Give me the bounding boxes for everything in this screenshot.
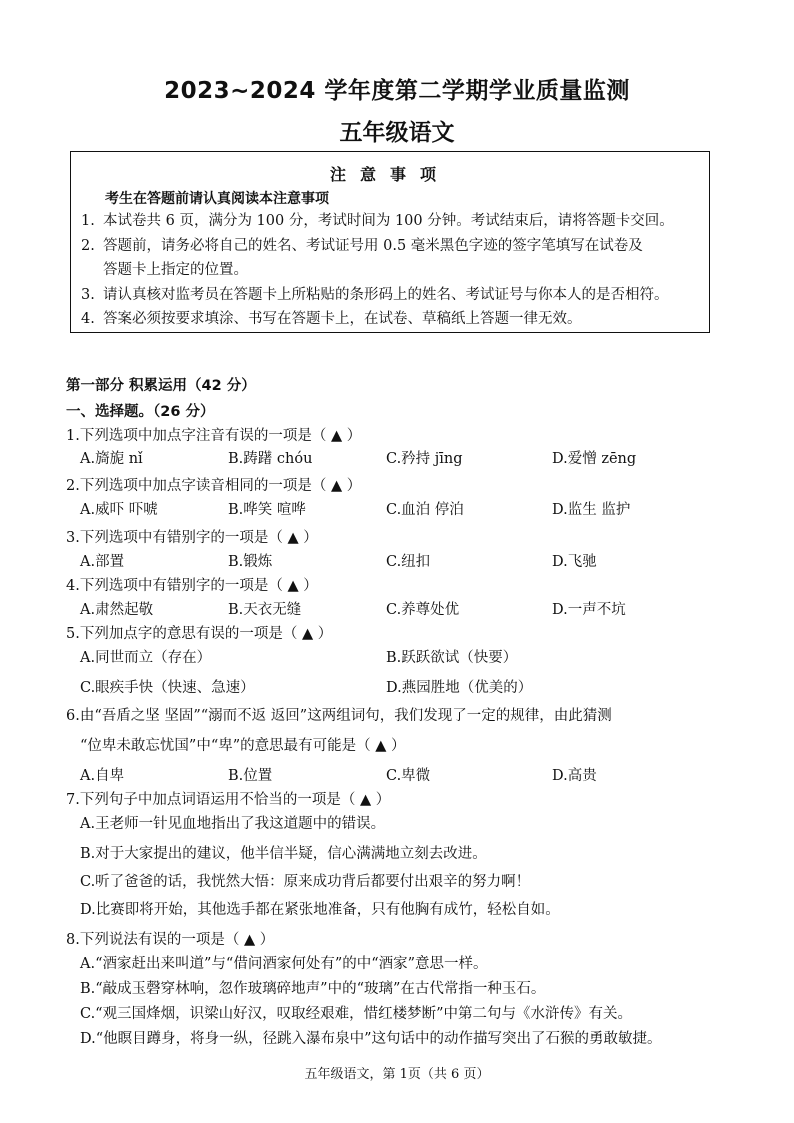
option-d: D.飞驰	[552, 554, 597, 570]
notice-item-text: 请认真核对监考员在答题卡上所粘贴的条形码上的姓名、考试证号与你本人的是否相符。	[103, 287, 669, 303]
notice-item-continuation	[81, 259, 705, 281]
option-a: A.自卑	[80, 768, 125, 784]
option-b: B.锻炼	[228, 554, 273, 570]
option-d: D.“他瞑目蹲身，将身一纵，径跳入瀑布泉中”这句话中的动作描写突出了石猴的勇敢敏捷。	[80, 1031, 662, 1047]
notice-title: 注意事项	[329, 165, 450, 184]
option-d: D.高贵	[552, 768, 597, 784]
question-stem: 8.下列说法有误的一项是（ ▲ ）	[66, 932, 275, 948]
notice-item-number: 4.	[81, 311, 95, 327]
notice-item	[81, 308, 705, 330]
question-stem: 3.下列选项中有错别字的一项是（ ▲ ）	[66, 530, 318, 546]
question-stem: 4.下列选项中有错别字的一项是（ ▲ ）	[66, 578, 318, 594]
option-d: D.比赛即将开始，其他选手都在紧张地准备，只有他胸有成竹，轻松自如。	[80, 902, 560, 918]
notice-item-text: 答题卡上指定的位置。	[103, 262, 248, 278]
option-a: A.同世而立（存在）	[80, 650, 212, 666]
option-b: B.踌躇 chóu	[228, 451, 313, 467]
option-c: C.养尊处优	[386, 602, 460, 618]
notice-item-number: 3.	[81, 287, 95, 303]
option-b: B.“敲成玉磬穿林响，忽作玻璃碎地声”中的“玻璃”在古代常指一种玉石。	[80, 981, 546, 997]
exam-subtitle: 五年级语文	[339, 120, 455, 146]
option-c: C.纽扣	[386, 554, 431, 570]
part-heading: 第一部分 积累运用（42 分）	[66, 378, 256, 394]
question-stem: 2.下列选项中加点字读音相同的一项是（ ▲ ）	[66, 478, 362, 494]
option-b: B.天衣无缝	[228, 602, 302, 618]
option-c: C.卑微	[386, 768, 431, 784]
notice-intro: 考生在答题前请认真阅读本注意事项	[105, 191, 329, 207]
section-heading: 一、选择题。（26 分）	[66, 404, 215, 420]
notice-item-text: 本试卷共 6 页，满分为 100 分，考试时间为 100 分钟。考试结束后，请将答题卡交回。	[103, 213, 674, 229]
notice-item-number: 2.	[81, 238, 95, 254]
notice-item	[81, 284, 705, 306]
question-stem-continued: “位卑未敢忘忧国”中“卑”的意思最有可能是（ ▲ ）	[80, 738, 406, 754]
option-c: C.矜持 jīng	[386, 451, 463, 467]
option-c: C.听了爸爸的话，我恍然大悟：原来成功背后都要付出艰辛的努力啊！	[80, 874, 531, 890]
option-d: D.一声不坑	[552, 602, 626, 618]
option-a: A.“酒家赶出来叫道”与“借问酒家何处有”的中“酒家”意思一样。	[80, 956, 488, 972]
notice-item	[81, 210, 705, 232]
notice-item	[81, 235, 705, 257]
option-c: C.眼疾手快（快速、急速）	[80, 680, 255, 696]
option-b: B.对于大家提出的建议，他半信半疑，信心满满地立刻去改进。	[80, 846, 487, 862]
option-a: A.肃然起敬	[80, 602, 154, 618]
notice-box	[70, 151, 710, 333]
question-stem: 6.由“吾盾之坚 坚固”“溺而不返 返回”这两组词句，我们发现了一定的规律，由此猜测	[66, 708, 612, 724]
option-b: B.跃跃欲试（快要）	[386, 650, 518, 666]
option-a: A.王老师一针见血地指出了我这道题中的错误。	[80, 816, 386, 832]
option-c: C.血泊 停泊	[386, 502, 464, 518]
question-stem: 7.下列句子中加点词语运用不恰当的一项是（ ▲ ）	[66, 792, 391, 808]
option-d: D.燕园胜地（优美的）	[386, 680, 533, 696]
notice-item-text: 答案必须按要求填涂、书写在答题卡上，在试卷、草稿纸上答题一律无效。	[103, 311, 582, 327]
option-c: C.“观三国烽烟，识梁山好汉，叹取经艰难，惜红楼梦断”中第二句与《水浒传》有关。	[80, 1006, 633, 1022]
option-d: D.爱憎 zēng	[552, 451, 637, 467]
option-b: B.哗笑 喧哗	[228, 502, 306, 518]
option-b: B.位置	[228, 768, 273, 784]
notice-item-number: 1.	[81, 213, 95, 229]
question-stem: 5.下列加点字的意思有误的一项是（ ▲ ）	[66, 626, 333, 642]
option-a: A.威吓 吓唬	[80, 502, 158, 518]
option-a: A.部置	[80, 554, 125, 570]
option-a: A.旖旎 nǐ	[80, 451, 143, 467]
option-d: D.监生 监护	[552, 502, 631, 518]
exam-title: 2023~2024 学年度第二学期学业质量监测	[164, 78, 630, 104]
question-stem: 1.下列选项中加点字注音有误的一项是（ ▲ ）	[66, 428, 362, 444]
page-footer: 五年级语文，第 1页（共 6 页）	[304, 1067, 490, 1082]
notice-item-text: 答题前，请务必将自己的姓名、考试证号用 0.5 毫米黑色字迹的签字笔填写在试卷及	[103, 238, 643, 254]
